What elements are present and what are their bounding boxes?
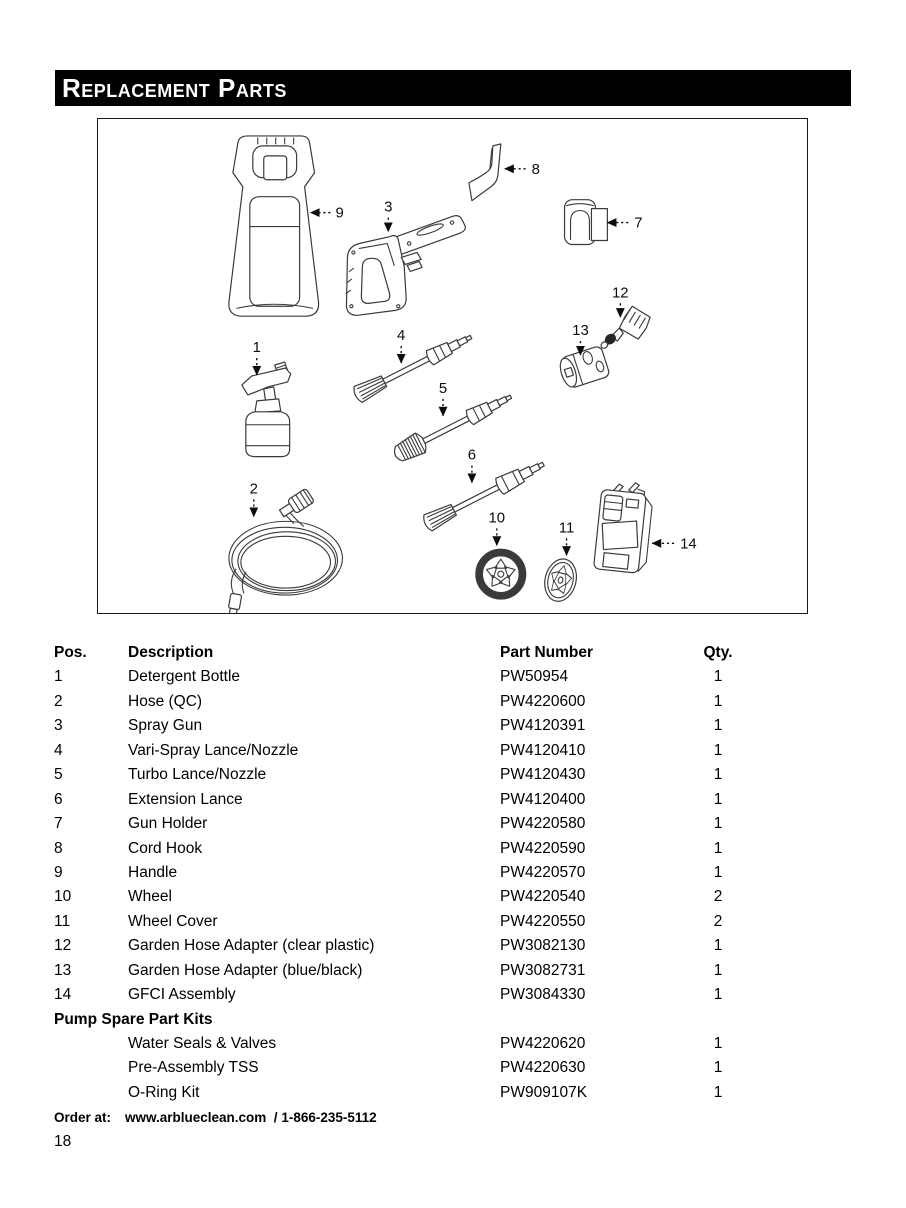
parts-diagram [97,118,808,614]
cell-description: Wheel Cover [128,912,218,930]
part-garden-hose-adapter-blue-drawing [557,345,610,389]
svg-text:12: 12 [612,284,629,302]
svg-text:1: 1 [252,339,261,357]
cell-description: Vari-Spray Lance/Nozzle [128,741,299,759]
table-row [54,983,818,1007]
cell-description: Garden Hose Adapter (blue/black) [128,961,363,979]
table-row [54,788,818,812]
cell-part-number: PW4220540 [500,888,586,906]
svg-text:11: 11 [558,519,575,537]
part-gfci-assembly-drawing [593,479,654,574]
callout-2 [250,480,258,516]
cell-pos: 12 [54,937,72,955]
callout-7 [607,215,642,232]
table-row [54,837,818,861]
cell-qty: 1 [713,692,723,710]
cell-part-number: PW4220590 [500,839,586,857]
cell-description: Cord Hook [128,839,203,857]
svg-text:9: 9 [335,204,344,222]
cell-description: GFCI Assembly [128,986,236,1004]
col-header-description: Description [128,644,214,661]
part-vari-spray-lance-drawing [352,329,476,404]
cell-description: Wheel [128,888,172,906]
callout-9 [311,205,344,222]
svg-text:7: 7 [634,214,643,232]
part-gun-holder-drawing [565,200,608,245]
col-header-pos: Pos. [54,644,87,661]
cell-qty: 1 [713,717,723,735]
callout-14 [652,535,696,552]
svg-text:8: 8 [531,160,540,178]
table-row [54,934,818,958]
cell-description: Handle [128,863,178,881]
callout-1 [253,339,261,375]
cell-qty: 1 [713,961,723,979]
cell-qty: 1 [713,668,723,686]
part-spray-gun-drawing [346,216,465,316]
cell-pos: 1 [54,668,63,686]
cell-qty: 1 [713,790,723,808]
table-section-title: Pump Spare Part Kits [54,1010,213,1028]
cell-qty: 2 [713,912,723,930]
table-row-kit [54,1056,818,1080]
cell-qty: 2 [713,888,723,906]
parts-table [54,641,818,1105]
cell-part-number: PW3084330 [500,986,586,1004]
cell-part-number: PW4220630 [500,1059,586,1077]
cell-part-number: PW4220570 [500,863,586,881]
svg-text:2: 2 [249,480,258,498]
cell-description: Pre-Assembly TSS [128,1059,259,1077]
table-row-kit [54,1081,818,1105]
cell-qty: 1 [713,937,723,955]
cell-part-number: PW4220600 [500,692,586,710]
table-row [54,690,818,714]
cell-description: Extension Lance [128,790,243,808]
section-header-bar [55,70,851,106]
svg-text:4: 4 [397,327,406,345]
callout-12 [612,284,629,317]
cell-pos: 5 [54,766,63,784]
cell-qty: 1 [713,766,723,784]
cell-description: Garden Hose Adapter (clear plastic) [128,937,375,955]
page-number: 18 [54,1133,72,1150]
cell-part-number: PW4120430 [500,766,586,784]
cell-part-number: PW4120391 [500,717,586,735]
cell-qty: 1 [713,741,723,759]
table-row [54,885,818,909]
col-header-qty: Qty. [703,644,733,661]
cell-part-number: PW4120400 [500,790,586,808]
table-row [54,665,818,689]
cell-description: Spray Gun [128,717,203,735]
table-header-row [54,641,818,665]
table-row-kit [54,1032,818,1056]
svg-text:5: 5 [438,379,448,397]
cell-description: Gun Holder [128,815,208,833]
table-row [54,959,818,983]
part-handle-drawing [229,136,319,316]
part-extension-lance-drawing [421,456,547,532]
table-row [54,763,818,787]
order-contact: www.arblueclean.com / 1-866-235-5112 [125,1110,377,1125]
cell-pos: 3 [54,717,63,735]
svg-text:3: 3 [384,198,393,216]
cell-part-number: PW909107K [500,1083,588,1101]
cell-part-number: PW3082731 [500,961,586,979]
part-garden-hose-adapter-clear-drawing [600,306,650,349]
page-title: Replacement Parts [62,73,287,103]
table-row [54,812,818,836]
cell-pos: 11 [54,912,71,930]
part-cord-hook-drawing [469,144,501,201]
part-turbo-lance-drawing [390,387,515,465]
cell-qty: 1 [713,1083,723,1101]
cell-qty: 1 [713,1035,723,1052]
cell-pos: 2 [54,692,63,710]
cell-qty: 1 [713,1059,723,1077]
svg-text:6: 6 [467,446,477,464]
cell-pos: 7 [54,815,63,833]
cell-pos: 14 [54,986,72,1004]
table-row [54,714,818,738]
callout-11 [559,519,575,555]
cell-description: Water Seals & Valves [128,1035,277,1052]
cell-pos: 10 [54,888,72,906]
cell-description: Hose (QC) [128,692,203,710]
cell-part-number: PW4220580 [500,815,586,833]
cell-part-number: PW4220620 [500,1035,586,1052]
part-wheel-cover-drawing [540,556,580,605]
cell-description: Detergent Bottle [128,668,241,686]
callout-5 [439,380,447,416]
part-detergent-bottle-drawing [242,362,291,457]
cell-part-number: PW4220550 [500,912,586,930]
cell-qty: 1 [713,863,723,881]
col-header-part-number: Part Number [500,644,594,661]
cell-qty: 1 [713,839,723,857]
cell-part-number: PW50954 [500,668,569,686]
cell-part-number: PW4120410 [500,741,586,759]
callout-10 [489,509,506,545]
callout-4 [397,327,405,363]
cell-description: O-Ring Kit [128,1083,200,1101]
order-info [54,1110,377,1125]
cell-part-number: PW3082130 [500,937,586,955]
part-hose-drawing [226,488,342,613]
part-wheel-drawing [476,549,526,599]
cell-pos: 4 [54,741,63,759]
svg-text:14: 14 [680,535,697,553]
cell-pos: 8 [54,839,63,857]
table-row [54,739,818,763]
parts-diagram-svg [98,119,807,613]
cell-pos: 9 [54,863,63,881]
cell-pos: 6 [54,790,63,808]
table-row [54,910,818,934]
cell-qty: 1 [713,815,723,833]
cell-qty: 1 [713,986,723,1004]
svg-text:10: 10 [488,509,506,527]
svg-text:13: 13 [572,322,589,340]
callout-3 [384,199,392,232]
callout-8 [505,161,540,178]
cell-description: Turbo Lance/Nozzle [128,766,267,784]
order-label: Order at: [54,1110,112,1125]
callout-6 [468,447,476,483]
cell-pos: 13 [54,961,72,979]
table-row [54,861,818,885]
